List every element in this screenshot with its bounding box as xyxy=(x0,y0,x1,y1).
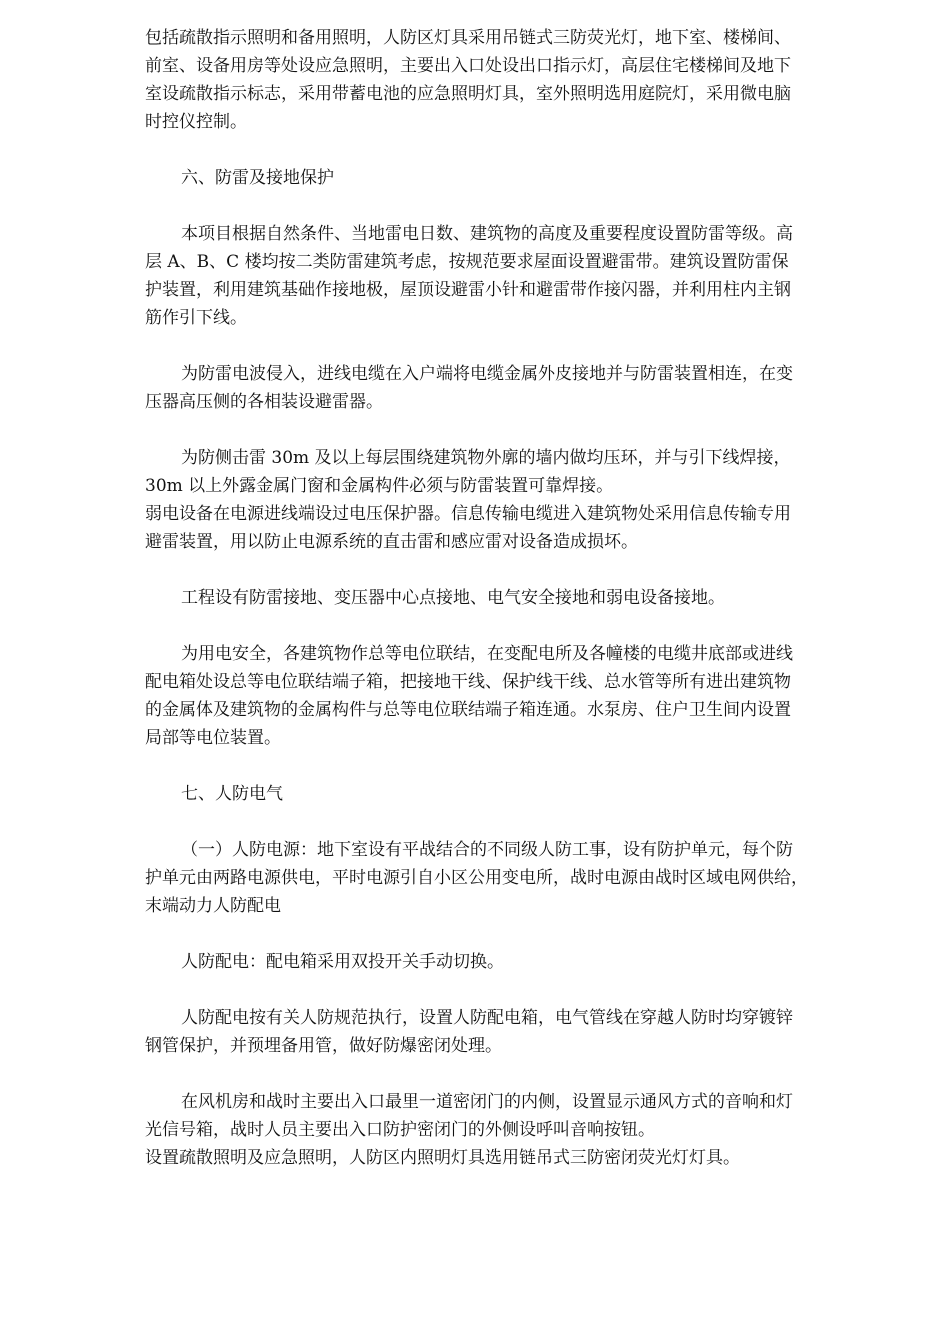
text-line: 压器高压侧的各相装设避雷器。 xyxy=(145,392,383,412)
text-line: 为防侧击雷 30m 及以上每层围绕建筑物外廓的墙内做均压环，并与引下线焊接， xyxy=(181,448,791,468)
text-line: 在风机房和战时主要出入口最里一道密闭门的内侧，设置显示通风方式的音响和灯 xyxy=(181,1092,793,1112)
text-line: 末端动力人防配电 xyxy=(145,896,281,916)
text-line: （一）人防电源：地下室设有平战结合的不同级人防工事，设有防护单元，每个防 xyxy=(181,840,793,860)
text-line: 设置疏散照明及应急照明，人防区内照明灯具选用链吊式三防密闭荧光灯灯具。 xyxy=(145,1148,740,1168)
text-line: 护装置，利用建筑基础作接地极，屋顶设避雷小针和避雷带作接闪器，并利用柱内主钢 xyxy=(145,280,791,300)
text-line: 避雷装置，用以防止电源系统的直击雷和感应雷对设备造成损坏。 xyxy=(145,532,638,552)
text-line: 人防配电：配电箱采用双投开关手动切换。 xyxy=(181,952,504,972)
section-heading: 七、人防电气 xyxy=(181,784,283,804)
text-line: 为用电安全，各建筑物作总等电位联结，在变配电所及各幢楼的电缆井底部或进线 xyxy=(181,644,793,664)
text-line: 工程设有防雷接地、变压器中心点接地、电气安全接地和弱电设备接地。 xyxy=(181,588,725,608)
text-line: 人防配电按有关人防规范执行，设置人防配电箱，电气管线在穿越人防时均穿镀锌 xyxy=(181,1008,793,1028)
text-line: 配电箱处设总等电位联结端子箱，把接地干线、保护线干线、总水管等所有进出建筑物 xyxy=(145,672,791,692)
text-line: 包括疏散指示照明和备用照明，人防区灯具采用吊链式三防荧光灯，地下室、楼梯间、 xyxy=(145,28,791,48)
section-heading: 六、防雷及接地保护 xyxy=(181,168,334,188)
text-line: 本项目根据自然条件、当地雷电日数、建筑物的高度及重要程度设置防雷等级。高 xyxy=(181,224,793,244)
text-line: 30m 以上外露金属门窗和金属构件必须与防雷装置可靠焊接。 xyxy=(145,476,614,496)
text-line: 局部等电位装置。 xyxy=(145,728,281,748)
text-line: 弱电设备在电源进线端设过电压保护器。信息传输电缆进入建筑物处采用信息传输专用 xyxy=(145,504,791,524)
text-line: 前室、设备用房等处设应急照明，主要出入口处设出口指示灯，高层住宅楼梯间及地下 xyxy=(145,56,791,76)
text-line: 时控仪控制。 xyxy=(145,112,247,132)
text-line: 层 A、B、C 楼均按二类防雷建筑考虑，按规范要求屋面设置避雷带。建筑设置防雷保 xyxy=(145,252,789,272)
text-line: 光信号箱，战时人员主要出入口防护密闭门的外侧设呼叫音响按钮。 xyxy=(145,1120,655,1140)
text-line: 室设疏散指示标志，采用带蓄电池的应急照明灯具，室外照明选用庭院灯，采用微电脑 xyxy=(145,84,791,104)
text-line: 的金属体及建筑物的金属构件与总等电位联结端子箱连通。水泵房、住户卫生间内设置 xyxy=(145,700,791,720)
text-line: 护单元由两路电源供电，平时电源引自小区公用变电所，战时电源由战时区域电网供给， xyxy=(145,868,808,888)
text-line: 钢管保护，并预埋备用管，做好防爆密闭处理。 xyxy=(145,1036,502,1056)
text-line: 为防雷电波侵入，进线电缆在入户端将电缆金属外皮接地并与防雷装置相连，在变 xyxy=(181,364,793,384)
text-line: 筋作引下线。 xyxy=(145,308,247,328)
